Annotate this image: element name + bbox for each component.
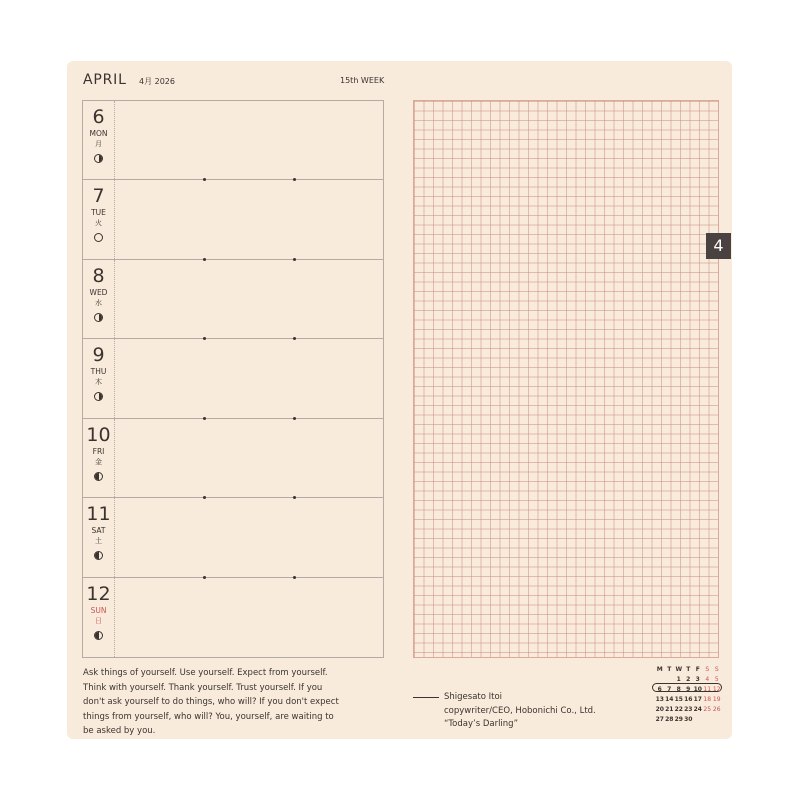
day-label-column: [83, 180, 115, 258]
calendar-week-row: [655, 715, 723, 725]
time-tick-mark: [293, 576, 296, 579]
day-number: 6: [92, 106, 105, 128]
calendar-cell: 11: [703, 686, 712, 693]
day-row[interactable]: [83, 498, 383, 577]
day-name: THU: [90, 367, 107, 377]
moon-phase-icon: [94, 154, 103, 163]
quote-author-role: copywriter/CEO, Hobonichi Co., Ltd.: [444, 705, 596, 716]
moon-phase-icon: [94, 551, 103, 560]
calendar-cell: 28: [665, 716, 674, 723]
calendar-week-row: [655, 705, 723, 715]
day-label-column: [83, 498, 115, 576]
time-tick-mark: [203, 576, 206, 579]
calendar-cell: [655, 675, 665, 685]
calendar-cell: 5: [714, 676, 719, 683]
grid-notes-area[interactable]: [413, 100, 719, 658]
day-row[interactable]: [83, 260, 383, 339]
time-tick-mark: [293, 417, 296, 420]
calendar-cell: F: [695, 666, 700, 673]
calendar-cell: 10: [693, 686, 702, 693]
day-name: TUE: [91, 208, 106, 218]
calendar-cell: [703, 715, 713, 725]
day-number: 12: [86, 582, 111, 605]
day-number: 7: [92, 185, 105, 208]
calendar-cell: 17: [693, 696, 702, 703]
day-name-jp: 木: [95, 378, 102, 387]
time-tick-mark: [203, 417, 206, 420]
calendar-cell: W: [675, 666, 683, 673]
day-name-jp: 土: [95, 537, 102, 546]
day-row[interactable]: [83, 180, 383, 259]
day-number: 11: [86, 503, 111, 526]
calendar-cell: 14: [665, 696, 674, 703]
quote-source: “Today’s Darling”: [444, 719, 518, 729]
time-tick-mark: [203, 496, 206, 499]
day-name-jp: 火: [95, 219, 102, 228]
day-number: 8: [92, 264, 105, 287]
calendar-cell: 3: [695, 676, 700, 683]
day-name: SUN: [90, 605, 107, 615]
quote-attribution: [444, 691, 596, 732]
day-row[interactable]: [83, 419, 383, 498]
moon-phase-icon: [94, 472, 103, 481]
mini-calendar: [655, 665, 723, 725]
calendar-cell: S: [705, 666, 710, 673]
day-row[interactable]: [83, 578, 383, 657]
month-index-tab[interactable]: 4: [706, 233, 731, 259]
calendar-week-row: [655, 695, 723, 705]
calendar-cell: 12: [712, 686, 721, 693]
calendar-cell: 29: [674, 716, 683, 723]
day-row[interactable]: [83, 101, 383, 180]
calendar-cell: 15: [674, 696, 683, 703]
calendar-cell: 23: [684, 706, 693, 713]
calendar-cell: T: [667, 666, 672, 673]
day-name: WED: [89, 287, 108, 297]
calendar-cell: 26: [712, 706, 721, 713]
time-tick-mark: [293, 337, 296, 340]
month-title: APRIL: [83, 72, 127, 88]
day-name: FRI: [92, 446, 105, 456]
day-name: MON: [89, 129, 108, 138]
calendar-cell: [693, 715, 703, 725]
day-name-jp: 水: [95, 298, 102, 307]
day-label-column: [83, 339, 115, 417]
day-number: 9: [92, 344, 105, 367]
calendar-cell: 6: [657, 686, 662, 693]
calendar-cell: 1: [676, 676, 681, 683]
calendar-cell: 25: [703, 706, 712, 713]
calendar-cell: 19: [712, 696, 721, 703]
time-tick-mark: [293, 178, 296, 181]
daily-quote: Ask things of yourself. Use yourself. Expect from yourself. Think with yourself. Thank yourself. Trust yourself. If you don't ask yourself to do things, who will? If you don't expect things from yourself, who will? You, yourself, are waiting to be asked by you.: [83, 668, 339, 736]
calendar-cell: [665, 675, 675, 685]
moon-phase-icon: [94, 631, 103, 640]
time-tick-mark: [203, 178, 206, 181]
week-label: 15th WEEK: [340, 76, 385, 85]
day-number: 10: [86, 423, 111, 446]
calendar-cell: 21: [665, 706, 674, 713]
day-label-column: [83, 101, 115, 179]
calendar-cell: 7: [667, 686, 672, 693]
calendar-cell: T: [686, 666, 691, 673]
day-label-column: [83, 578, 115, 657]
quote-author: Shigesato Itoi: [444, 692, 503, 702]
time-tick-mark: [203, 258, 206, 261]
calendar-cell: S: [714, 666, 719, 673]
moon-phase-icon: [94, 233, 103, 242]
calendar-cell: 9: [686, 686, 691, 693]
calendar-cell: M: [656, 666, 663, 673]
moon-phase-icon: [94, 392, 103, 401]
month-subtitle: 4月 2026: [139, 77, 175, 86]
moon-phase-icon: [94, 313, 103, 322]
calendar-cell: [712, 715, 722, 725]
day-name-jp: 日: [95, 616, 102, 625]
calendar-cell: 16: [684, 696, 693, 703]
calendar-cell: 8: [676, 686, 681, 693]
calendar-cell: 24: [693, 706, 702, 713]
calendar-cell: 2: [686, 676, 691, 683]
calendar-header-row: [655, 665, 723, 675]
calendar-cell: 20: [655, 706, 664, 713]
calendar-cell: 18: [703, 696, 712, 703]
calendar-cell: 22: [674, 706, 683, 713]
day-label-column: [83, 419, 115, 497]
calendar-cell: 30: [684, 716, 693, 723]
day-row[interactable]: [83, 339, 383, 418]
time-tick-mark: [203, 337, 206, 340]
day-name-jp: 月: [95, 140, 102, 148]
time-tick-mark: [293, 258, 296, 261]
weekly-day-list: [82, 100, 384, 658]
day-name-jp: 金: [95, 457, 102, 466]
calendar-cell: 13: [655, 696, 664, 703]
quote-dash: [413, 697, 439, 698]
time-tick-mark: [293, 496, 296, 499]
day-label-column: [83, 260, 115, 338]
day-name: SAT: [91, 526, 106, 536]
calendar-week-row: [655, 685, 723, 695]
calendar-week-row: [655, 675, 723, 685]
calendar-cell: 27: [655, 716, 664, 723]
calendar-cell: 4: [705, 676, 710, 683]
